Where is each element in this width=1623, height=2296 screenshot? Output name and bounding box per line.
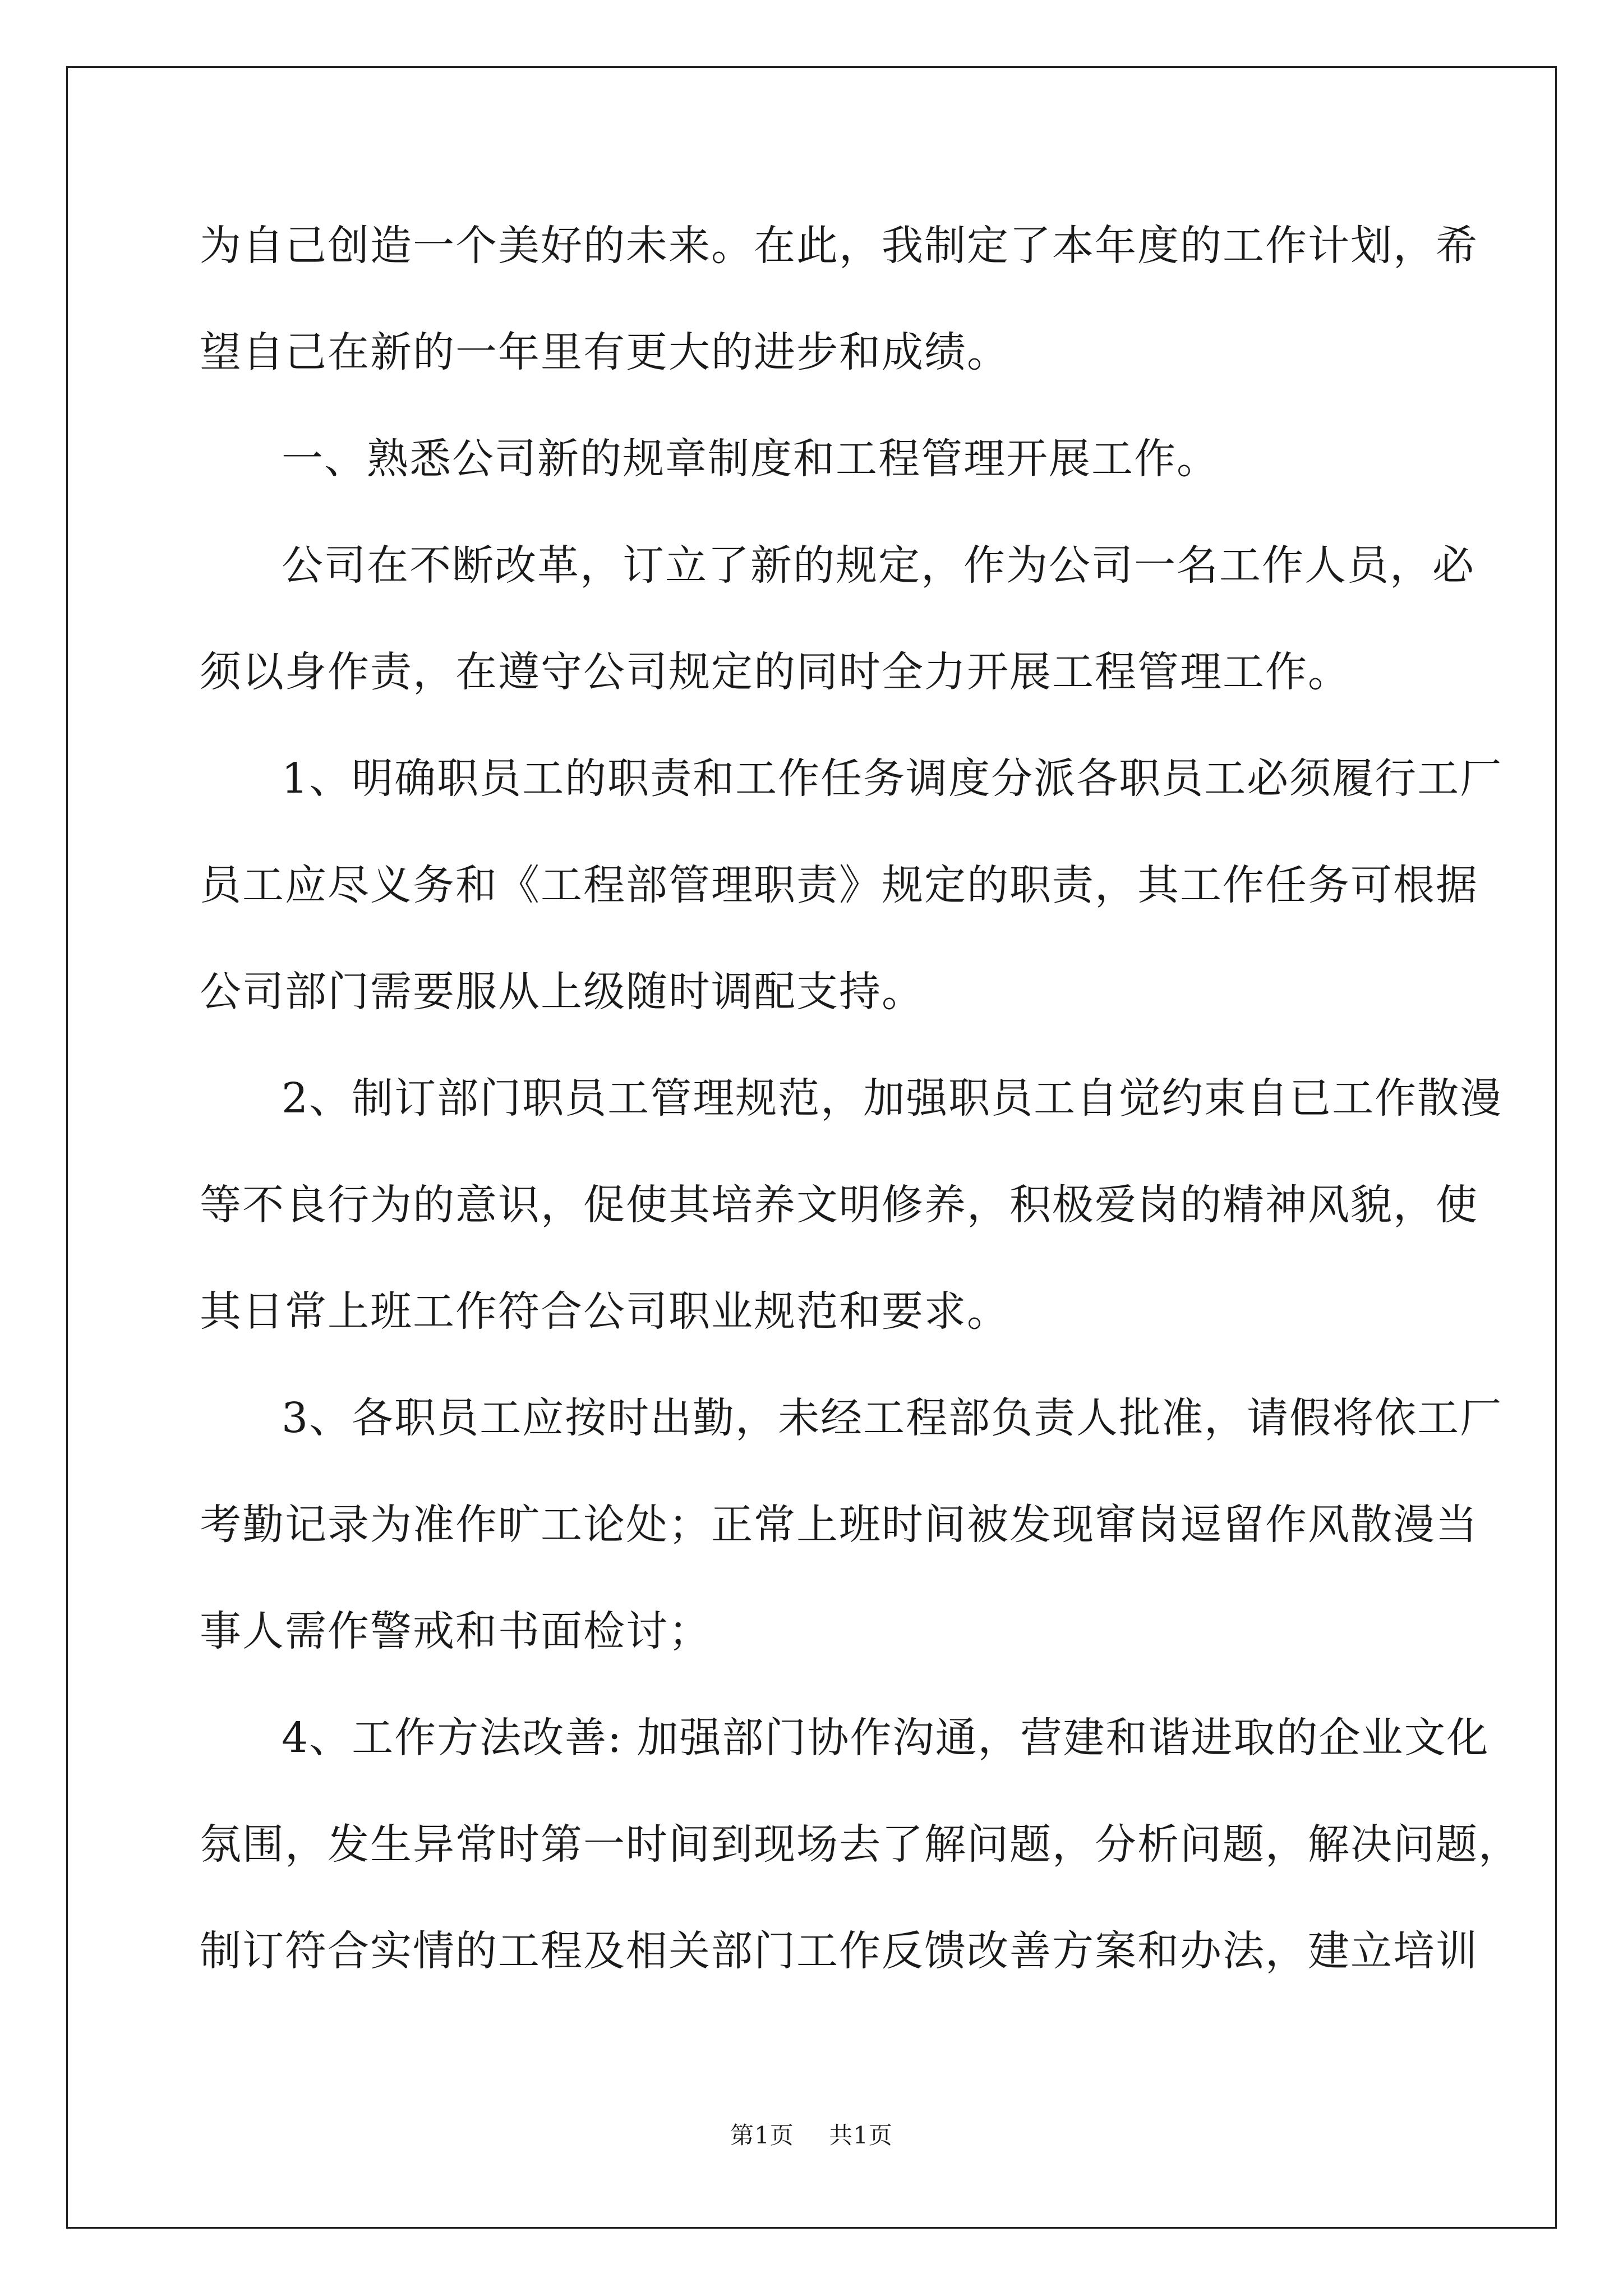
- page-footer: [0, 2122, 1623, 2150]
- paragraph: [200, 751, 1503, 1020]
- text-line: 事人需作警戒和书面检讨；: [200, 1607, 711, 1655]
- text-line: 员工应尽义务和《工程部管理职责》规定的职责，其工作任务可根据: [200, 861, 1478, 909]
- page-number: 第1页: [730, 2122, 794, 2149]
- text-line: 公司在不断改革，订立了新的规定，作为公司一名工作人员，必: [282, 541, 1475, 590]
- text-line: 其日常上班工作符合公司职业规范和要求。: [200, 1287, 1009, 1336]
- paragraph: [200, 1710, 1521, 1979]
- paragraph: [200, 537, 1475, 700]
- text-line: 为自己创造一个美好的未来。在此，我制定了本年度的工作计划，希: [200, 222, 1478, 270]
- paragraph: [200, 1070, 1503, 1340]
- page-total: 共1页: [829, 2122, 893, 2149]
- text-line: 2、制订部门职员工管理规范，加强职员工自觉约束自已工作散漫: [282, 1074, 1503, 1122]
- text-line: 一、熟悉公司新的规章制度和工程管理开展工作。: [282, 435, 1219, 483]
- text-line: 制订符合实情的工程及相关部门工作反馈改善方案和办法，建立培训: [200, 1927, 1478, 1975]
- document-body: [200, 218, 1521, 1979]
- paragraph: [200, 218, 1478, 380]
- text-line: 须以身作责，在遵守公司规定的同时全力开展工程管理工作。: [200, 648, 1350, 696]
- text-line: 望自己在新的一年里有更大的进步和成绩。: [200, 328, 1009, 376]
- text-line: 公司部门需要服从上级随时调配支持。: [200, 968, 924, 1016]
- section-heading: [200, 431, 1422, 487]
- text-line: 1、明确职员工的职责和工作任务调度分派各职员工必须履行工厂: [282, 754, 1503, 803]
- text-line: 考勤记录为准作旷工论处；正常上班时间被发现窜岗逗留作风散漫当: [200, 1501, 1478, 1549]
- paragraph: [200, 1390, 1503, 1659]
- text-line: 4、工作方法改善: 加强部门协作沟通，营建和谐进取的企业文化: [282, 1714, 1490, 1762]
- text-line: 等不良行为的意识，促使其培养文明修养，积极爱岗的精神风貌，使: [200, 1181, 1478, 1229]
- text-line: 3、各职员工应按时出勤，未经工程部负责人批准，请假将依工厂: [282, 1394, 1503, 1442]
- text-line: 氛围，发生异常时第一时间到现场去了解问题，分析问题，解决问题，: [200, 1820, 1521, 1869]
